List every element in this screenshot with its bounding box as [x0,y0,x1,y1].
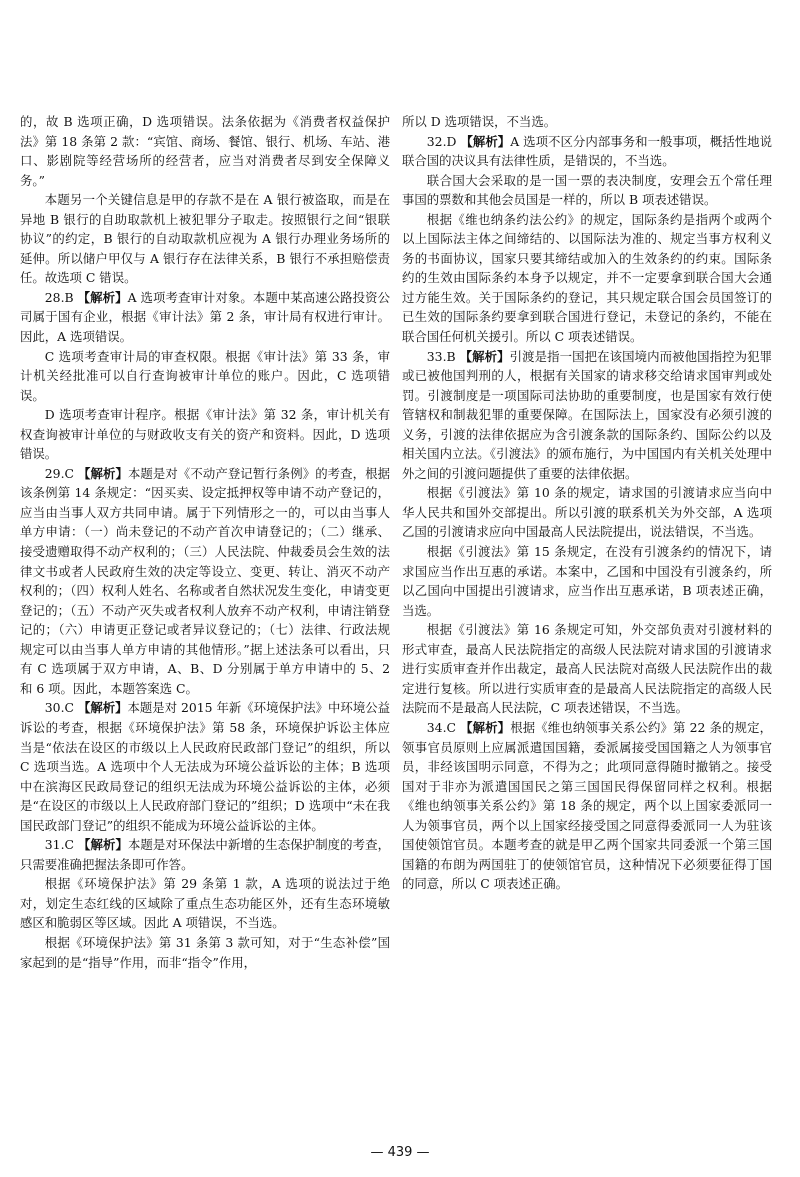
paragraph [20,835,390,874]
paragraph [402,542,772,620]
paragraph [402,483,772,542]
paragraph-text: 根据《环境保护法》第 31 条第 3 款可知，对于“生态补偿”国家起到的是“指导”作用，而非“指令”作用， [20,934,390,970]
question-number: 31.C [44,837,79,853]
analysis-label: 【解析】 [78,465,128,481]
page-number: — 439 — [370,1145,430,1160]
question-number: 28.B [44,289,78,305]
question-number: 32.D [426,133,461,149]
paragraph [20,288,390,347]
paragraph-text: 根据《维也纳领事关系公约》第 22 条的规定，领事官员原则上应属派遣国国籍，委派属接受国国籍之人为领事官员，非经该国明示同意，不得为之；此项同意得随时撤销之。接受国对于非亦为派遣国国民之第三国国民得保留同样之权利。根据《维也纳领事关系公约》第 18 条的规定，两个以上国家委派同一人为领事官员，两个以上国家经接受国之同意得委派同一人为驻该国使领馆官员。本题考查的就是甲乙两个国家共同委派一个第三国国籍的布朗为两国驻丁的使领馆官员，这种情况下必须要征得丁国的同意，所以 C 项表述正确。 [402,719,773,892]
paragraph [402,347,772,484]
left-column [20,112,390,1122]
analysis-label: 【解析】 [460,133,511,149]
analysis-label: 【解析】 [459,348,510,364]
paragraph [20,190,390,288]
paragraph [402,620,772,718]
paragraph [402,718,772,894]
paragraph-text: C 选项考查审计局的审查权限。根据《审计法》第 33 条，审计机关经批准可以自行查询被审计单位的账户。因此，C 选项错误。 [20,348,390,403]
paragraph-text: 的，故 B 选项正确，D 选项错误。法条依据为《消费者权益保护法》第 18 条第 2 款：“宾馆、商场、餐馆、银行、机场、车站、港口、影剧院等经营场所的经营者，应当对消费者尽到安全保障义务。” [20,114,390,188]
page-body [20,112,772,1122]
analysis-label: 【解析】 [77,700,128,716]
paragraph-text: 根据《环境保护法》第 29 条第 1 款，A 选项的说法过于绝对，划定生态红线的区域除了重点生态功能区外，还有生态环境敏感区和脆弱区等区域。因此 A 项错误，不当选。 [20,876,390,931]
paragraph-text: 本题是对 2015 年新《环境保护法》中环境公益诉讼的考查，根据《环境保护法》第 58 条，环境保护诉讼主体应当是“依法在设区的市级以上人民政府民政部门登记”的组织，所以 C 选项当选。A 选项中个人无法成为环境公益诉讼的主体；B 选项中在滨海区民政局登记的组织无法成为环境公益诉讼的主体，必须是“在设区的市级以上人民政府部门登记的”组织；D 选项中“未在我国民政部门登记”的组织不能成为环境公益诉讼的主体。 [20,700,391,833]
paragraph-text: 本题另一个关键信息是甲的存款不是在 A 银行被盗取，而是在异地 B 银行的自助取款机上被犯罪分子取走。按照银行之间“银联协议”的约定，B 银行的自动取款机应视为 A 银行办理业务场所的延伸。所以储户甲仅与 A 银行存在法律关系，B 银行不承担赔偿责任。故选项 C 错误。 [20,192,390,286]
analysis-label: 【解析】 [460,719,511,735]
paragraph-text: 所以 D 选项错误，不当选。 [402,114,557,129]
paragraph-text: 根据《维也纳条约法公约》的规定，国际条约是指两个或两个以上国际法主体之间缔结的、以国际法为准的、规定当事方权利义务的书面协议，国家只要其缔结或加入的生效条约的约束。国际条约的生效由国际条约本身予以规定，并不一定要拿到联合国大会通过方能生效。关于国际条约的登记，其只规定联合国会员国签订的已生效的国际条约要拿到联合国进行登记，未登记的条约，不能在联合国任何机关援引。所以 C 项表述错误。 [402,211,772,345]
paragraph [402,210,772,347]
paragraph-text: A 选项考查审计对象。本题中某高速公路投资公司属于国有企业，根据《审计法》第 2 条，审计局有权进行审计。因此，A 选项错误。 [20,289,391,345]
paragraph-text: 联合国大会采取的是一国一票的表决制度，安理会五个常任理事国的票数和其他会员国是一样的，所以 B 项表述错误。 [402,172,772,208]
question-number: 34.C [426,719,461,735]
paragraph [402,112,772,132]
analysis-label: 【解析】 [77,289,128,305]
paragraph-text: 根据《引渡法》第 10 条的规定，请求国的引渡请求应当向中华人民共和国外交部提出。所以引渡的联系机关为外交部，A 选项乙国的引渡请求应向中国最高人民法院提出，说法错误，不当选。 [402,485,772,540]
paragraph [20,405,390,464]
question-number: 29.C [44,465,79,481]
paragraph-text: 本题是对环保法中新增的生态保护制度的考查，只需要准确把握法条即可作答。 [20,837,391,872]
paragraph [20,112,390,190]
paragraph [402,171,772,210]
paragraph [20,698,390,835]
paragraph-text: 引渡是指一国把在该国境内而被他国指控为犯罪或已被他国判刑的人，根据有关国家的请求移交给请求国审判或处罚。引渡制度是一项国际司法协助的重要制度，也是国家有效行使管辖权和制裁犯罪的重要保障。在国际法上，国家没有必须引渡的义务，引渡的法律依据应为含引渡条款的国际条约、国际公约以及相关国内立法。《引渡法》的颁布施行，为中国国内有关机关处理中外之间的引渡问题提供了重要的法律依据。 [402,348,773,481]
question-number: 33.B [426,348,460,364]
paragraph [20,464,390,699]
paragraph [20,347,390,406]
paragraph [20,933,390,972]
right-column [402,112,772,1122]
paragraph-text: 本题是对《不动产登记暂行条例》的考查，根据该条例第 14 条规定：“因买卖、设定抵押权等申请不动产登记的，应当由当事人双方共同申请。属于下列情形之一的，可以由当事人单方申请：（一）尚未登记的不动产首次申请登记的；（二）继承、接受遗赠取得不动产权利的；（三）人民法院、仲裁委员会生效的法律文书或者人民政府生效的决定等设立、变更、转让、消灭不动产权利的；（四）权利人姓名、名称或者自然状况发生变化，申请变更登记的；（五）不动产灭失或者权利人放弃不动产权利，申请注销登记的；（六）申请更正登记或者异议登记的；（七）法律、行政法规规定可以由当事人单方申请的其他情形。”据上述法条可以看出，只有 C 选项属于双方申请，A、B、D 分别属于单方申请中的 5、2 和 6 项。因此，本题答案选 C。 [20,465,391,696]
paragraph [20,874,390,933]
paragraph-text: A 选项不区分内部事务和一般事项，概括性地说联合国的决议具有法律性质，是错误的，不当选。 [402,133,772,169]
paragraph-text: D 选项考查审计程序。根据《审计法》第 32 条，审计机关有权查询被审计单位的与财政收支有关的资产和资料。因此，D 选项错误。 [20,407,390,462]
analysis-label: 【解析】 [78,837,128,853]
paragraph-text: 根据《引渡法》第 16 条规定可知，外交部负责对引渡材料的形式审查，最高人民法院指定的高级人民法院对请求国的引渡请求进行实质审查并作出裁定，最高人民法院对高级人民法院作出的裁定进行复核。所以进行实质审查的是最高人民法院指定的高级人民法院而不是最高人民法院，C 项表述错误，不当选。 [402,622,772,716]
paragraph [402,132,772,171]
question-number: 30.C [44,700,78,716]
paragraph-text: 根据《引渡法》第 15 条规定，在没有引渡条约的情况下，请求国应当作出互惠的承诺。本案中，乙国和中国没有引渡条约，所以乙国向中国提出引渡请求，应当作出互惠承诺，B 项表述正确，当选。 [402,544,772,618]
